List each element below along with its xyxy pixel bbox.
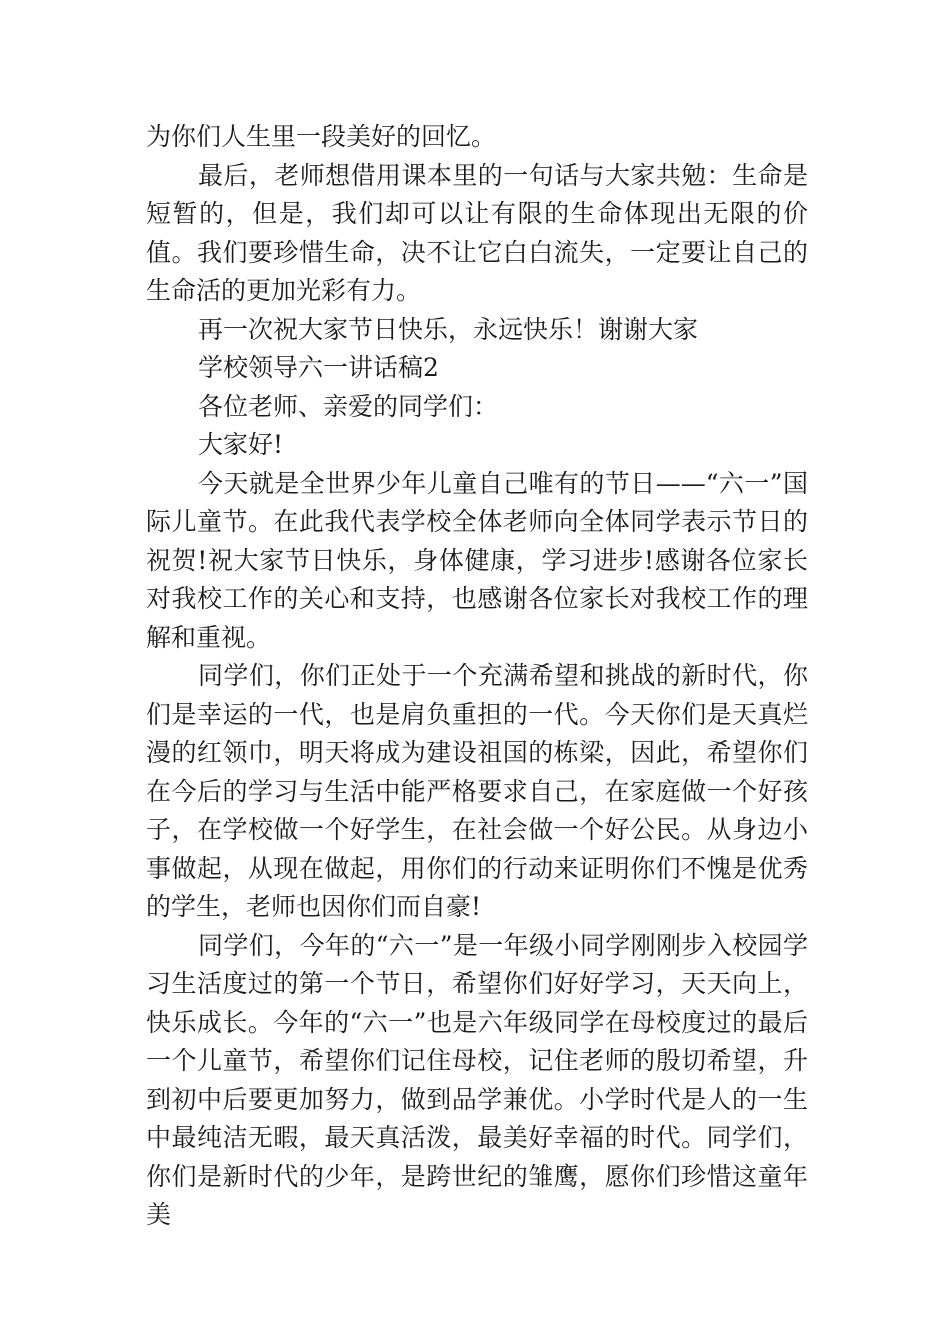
document-page (146, 118, 808, 1235)
paragraph-thanks: 再一次祝大家节日快乐，永远快乐！谢谢大家 (198, 314, 699, 344)
paragraph-closing-wish: 最后，老师想借用课本里的一句话与大家共勉：生命是短暂的，但是，我们却可以让有限的生命体现出无限的价值。我们要珍惜生命，决不让它白白流失，一定要让自己的生命活的更加光彩有力。 (146, 160, 808, 305)
paragraph-new-era: 同学们，你们正处于一个充满希望和挑战的新时代，你们是幸运的一代，也是肩负重担的一代。今天你们是天真烂漫的红领巾，明天将成为建设祖国的栋梁，因此，希望你们在今后的学习与生活中能严格要求自己，在家庭做一个好孩子，在学校做一个好学生，在社会做一个好公民。从身边小事做起，从现在做起，用你们的行动来证明你们不愧是优秀的学生，老师也因你们而自豪! (146, 661, 808, 921)
paragraph-grades: 同学们，今年的“六一”是一年级小同学刚刚步入校园学习生活度过的第一个节日，希望你们好好学习，天天向上，快乐成长。今年的“六一”也是六年级同学在母校度过的最后一个儿童节，希望你们记住母校，记住老师的殷切希望，升到初中后要更加努力，做到品学兼优。小学时代是人的一生中最纯洁无暇，最天真活泼，最美好幸福的时代。同学们，你们是新时代的少年，是跨世纪的雏鹰，愿你们珍惜这童年美 (146, 930, 808, 1229)
paragraph-continuation: 为你们人生里一段美好的回忆。 (146, 122, 497, 151)
paragraph-intro: 今天就是全世界少年儿童自己唯有的节日——“六一”国际儿童节。在此我代表学校全体老师向全体同学表示节日的祝贺!祝大家节日快乐，身体健康，学习进步!感谢各位家长对我校工作的关心和支持，也感谢各位家长对我校工作的理解和重视。 (146, 468, 808, 652)
section-heading: 学校领导六一讲话稿2 (198, 353, 439, 382)
salutation: 各位老师、亲爱的同学们： (198, 391, 499, 421)
greeting: 大家好! (198, 430, 284, 459)
